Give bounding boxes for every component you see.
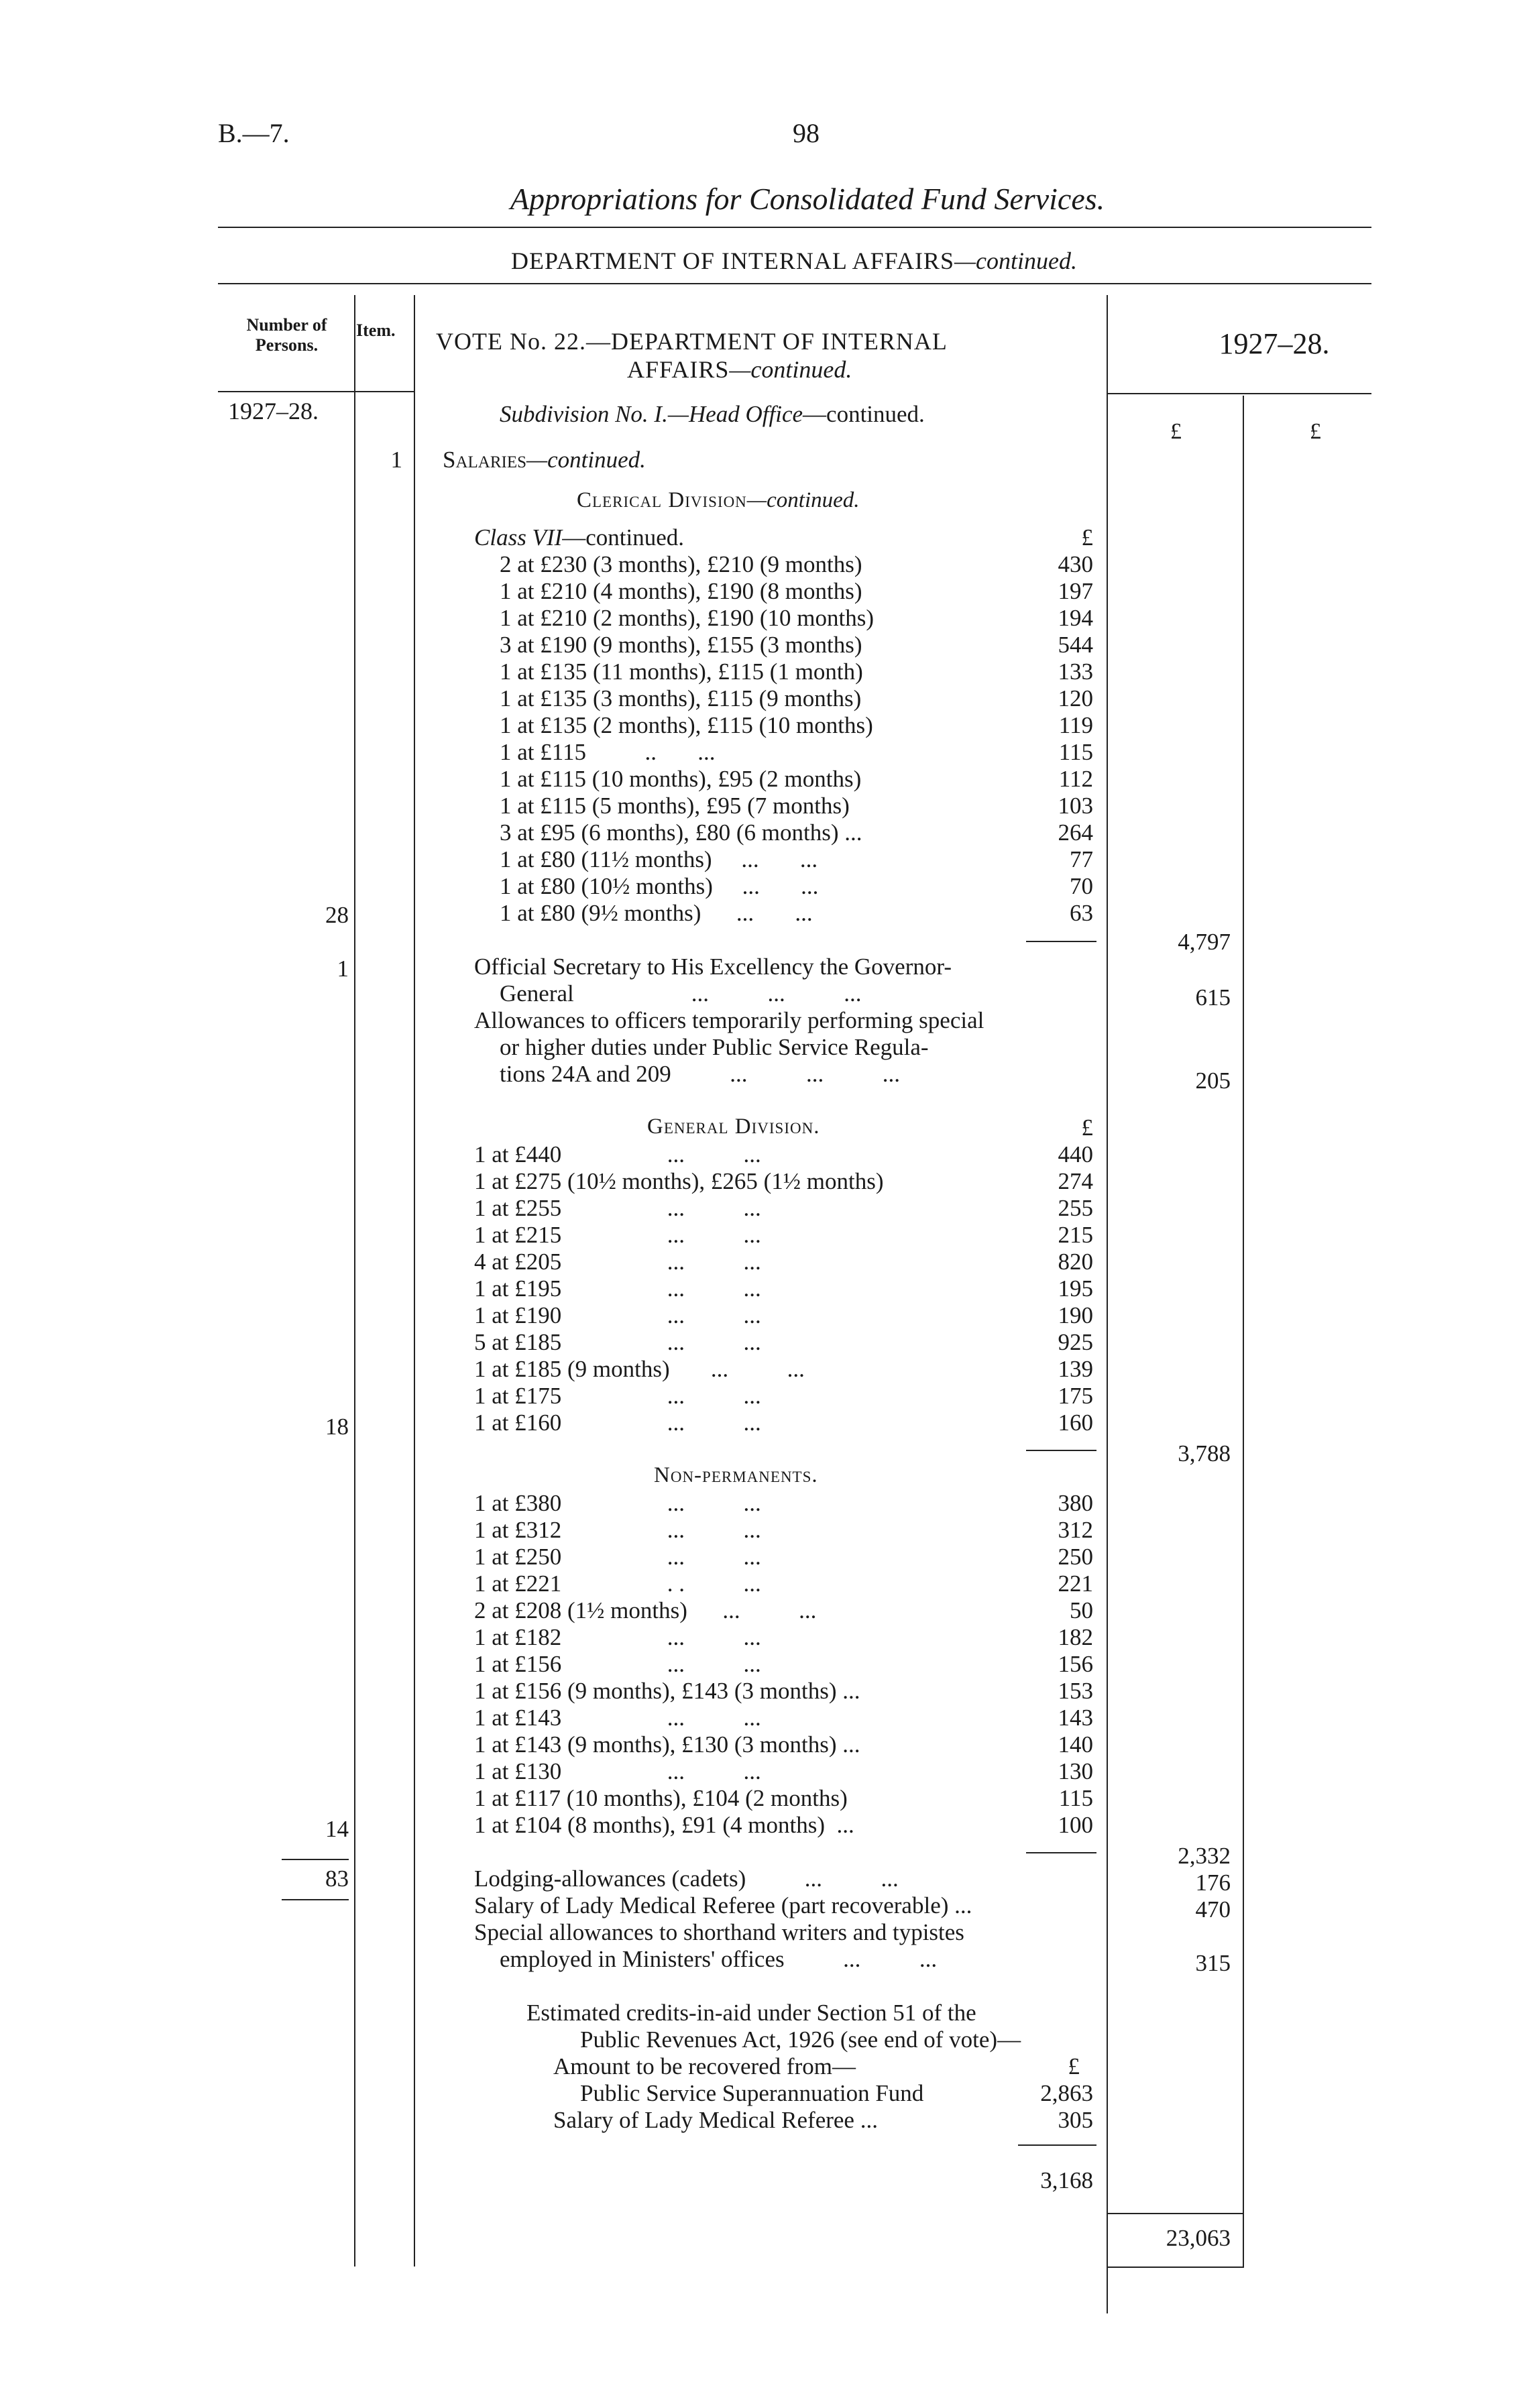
general-row-label: 1 at £255 ... ...: [474, 1195, 761, 1221]
general-row-amount: 175: [1058, 1383, 1093, 1409]
clerical-row-label: 3 at £95 (6 months), £80 (6 months) ...: [500, 819, 862, 846]
clerical-row-amount: 197: [1058, 578, 1093, 604]
clerical-row-amount: 115: [1058, 739, 1093, 765]
persons-total-rule-bottom: [282, 1899, 349, 1900]
item-header: Item.: [356, 321, 396, 340]
general-row-amount: 274: [1058, 1168, 1093, 1194]
header-rule-right: [1107, 393, 1371, 394]
allowances-label-cont2: tions 24A and 209 ... ... ...: [500, 1061, 900, 1087]
class-italic: Class VII: [474, 524, 563, 551]
clerical-row-amount: 120: [1058, 685, 1093, 711]
non-permanents-persons: 14: [325, 1816, 349, 1842]
general-persons: 18: [325, 1414, 349, 1440]
clerical-row-label: 1 at £210 (2 months), £190 (10 months): [500, 605, 875, 631]
non-permanent-row-amount: 380: [1058, 1490, 1093, 1516]
general-row-label: 1 at £190 ... ...: [474, 1302, 761, 1328]
department-heading: [0, 247, 1521, 275]
lady-medical-referee-label: Salary of Lady Medical Referee (part recoverable) ...: [474, 1892, 972, 1918]
grand-total-rule-bottom: [1107, 2267, 1244, 2268]
general-row-label: 4 at £205 ... ...: [474, 1249, 761, 1275]
general-row-label: 1 at £195 ... ...: [474, 1275, 761, 1302]
general-row-amount: 440: [1058, 1141, 1093, 1167]
clerical-persons: 28: [325, 902, 349, 928]
title-rule: [218, 227, 1371, 228]
non-permanents-heading: Non-permanents.: [654, 1463, 818, 1487]
non-permanent-row-label: 1 at £104 (8 months), £91 (4 months) ...: [474, 1812, 854, 1838]
non-permanent-row-label: 1 at £380 ... ...: [474, 1490, 761, 1516]
official-secretary-persons: 1: [337, 956, 349, 982]
allowances-amount: 205: [1195, 1068, 1231, 1094]
non-permanent-row-amount: 50: [1070, 1597, 1093, 1623]
general-row-amount: 925: [1058, 1329, 1093, 1355]
clerical-row-label: 1 at £135 (2 months), £115 (10 months): [500, 712, 873, 738]
general-division-heading: General Division.: [647, 1114, 820, 1139]
salaries-suffix: —continued.: [526, 447, 646, 473]
clerical-row-label: 1 at £135 (11 months), £115 (1 month): [500, 658, 863, 685]
clerical-row-amount: 133: [1058, 658, 1093, 685]
clerical-row-label: 3 at £190 (9 months), £155 (3 months): [500, 632, 862, 658]
clerical-row-amount: 63: [1070, 900, 1093, 926]
clerical-row-amount: 112: [1058, 766, 1093, 792]
non-permanent-row-amount: 115: [1058, 1785, 1093, 1811]
lady-medical-referee-amount: 470: [1195, 1896, 1231, 1923]
non-permanent-row-amount: 312: [1058, 1517, 1093, 1543]
general-row-amount: 255: [1058, 1195, 1093, 1221]
grand-total-rule-top: [1107, 2213, 1244, 2214]
non-permanent-row-label: 1 at £156 ... ...: [474, 1651, 761, 1677]
clerical-heading-main: Clerical Division: [577, 488, 747, 512]
credits-sum-rule: [1018, 2144, 1096, 2146]
lodging-allowances-label: Lodging-allowances (cadets) ... ...: [474, 1866, 899, 1892]
salaries-main: Salaries: [443, 447, 527, 473]
subdivision-rest: —continued.: [803, 401, 925, 427]
general-total: 3,788: [1178, 1440, 1231, 1467]
non-permanent-row-amount: 140: [1058, 1731, 1093, 1758]
vote-heading-suffix: —continued.: [729, 356, 852, 383]
clerical-row-amount: 194: [1058, 605, 1093, 631]
clerical-row-label: 1 at £135 (3 months), £115 (9 months): [500, 685, 862, 711]
general-row-label: 1 at £185 (9 months) ... ...: [474, 1356, 805, 1382]
general-row-label: 1 at £215 ... ...: [474, 1222, 761, 1248]
lady-medical-referee-credit-label: Salary of Lady Medical Referee ...: [553, 2107, 878, 2133]
non-permanent-row-amount: 153: [1058, 1678, 1093, 1704]
clerical-row-amount: 430: [1058, 551, 1093, 577]
non-permanent-row-label: 1 at £182 ... ...: [474, 1624, 761, 1650]
shorthand-allowances-amount: 315: [1195, 1950, 1231, 1976]
department-rule: [218, 283, 1371, 284]
document-reference: B.—7.: [218, 118, 290, 148]
clerical-currency: £: [1081, 524, 1093, 551]
clerical-row-label: 1 at £115 (5 months), £95 (7 months): [500, 793, 850, 819]
general-row-amount: 820: [1058, 1249, 1093, 1275]
clerical-row-label: 1 at £115 (10 months), £95 (2 months): [500, 766, 862, 792]
page-title: Appropriations for Consolidated Fund Services.: [510, 182, 1105, 216]
credits-amount-recovered-label: Amount to be recovered from—: [553, 2053, 856, 2079]
general-row-label: 1 at £160 ... ...: [474, 1410, 761, 1436]
clerical-total: 4,797: [1178, 929, 1231, 955]
subdivision-heading: [500, 401, 925, 428]
non-permanents-total: 2,332: [1178, 1843, 1231, 1869]
credits-total: 3,168: [1040, 2167, 1093, 2193]
clerical-row-amount: 264: [1058, 819, 1093, 846]
col-rule-persons: [354, 295, 355, 2267]
currency-symbol-col2: £: [1310, 419, 1321, 444]
year-left-header: 1927–28.: [228, 398, 319, 424]
credits-in-aid-label-cont: Public Revenues Act, 1926 (see end of vote)—: [580, 2026, 1021, 2053]
class-rest: —continued.: [562, 524, 685, 551]
non-permanent-row-amount: 182: [1058, 1624, 1093, 1650]
clerical-row-label: 1 at £80 (9½ months) ... ...: [500, 900, 813, 926]
clerical-row-label: 1 at £210 (4 months), £190 (8 months): [500, 578, 862, 604]
year-header: 1927–28.: [1219, 327, 1330, 360]
general-row-label: 1 at £275 (10½ months), £265 (1½ months): [474, 1168, 884, 1194]
clerical-row-amount: 70: [1070, 873, 1093, 899]
general-row-label: 1 at £175 ... ...: [474, 1383, 761, 1409]
col-rule-totals: [1107, 295, 1108, 2313]
clerical-row-label: 1 at £80 (10½ months) ... ...: [500, 873, 819, 899]
non-permanent-row-label: 1 at £250 ... ...: [474, 1544, 761, 1570]
clerical-sum-rule: [1026, 941, 1096, 942]
non-permanent-row-label: 1 at £312 ... ...: [474, 1517, 761, 1543]
col-rule-right: [1243, 396, 1244, 2267]
non-permanent-row-label: 2 at £208 (1½ months) ... ...: [474, 1597, 817, 1623]
lady-medical-referee-credit-amount: 305: [1058, 2107, 1093, 2133]
page-number: 98: [793, 118, 820, 148]
subdivision-italic: Subdivision No. I.—Head Office: [500, 401, 803, 427]
credits-in-aid-label: Estimated credits-in-aid under Section 51 of the: [526, 2000, 976, 2026]
superannuation-fund-amount: 2,863: [1040, 2080, 1093, 2106]
clerical-row-amount: 544: [1058, 632, 1093, 658]
non-permanent-row-amount: 250: [1058, 1544, 1093, 1570]
non-permanents-sum-rule: [1026, 1852, 1096, 1853]
department-main: DEPARTMENT OF INTERNAL AFFAIRS: [511, 247, 954, 274]
non-permanent-row-label: 1 at £143 ... ...: [474, 1705, 761, 1731]
col-rule-item: [414, 295, 415, 2267]
non-permanent-row-amount: 221: [1058, 1570, 1093, 1597]
general-row-label: 5 at £185 ... ...: [474, 1329, 761, 1355]
vote-heading-continued: [627, 355, 852, 384]
non-permanent-row-label: 1 at £221 . . ...: [474, 1570, 761, 1597]
clerical-row-amount: 103: [1058, 793, 1093, 819]
department-suffix: —continued.: [954, 247, 1077, 274]
official-secretary-label: Official Secretary to His Excellency the Governor-: [474, 954, 952, 980]
non-permanent-row-label: 1 at £117 (10 months), £104 (2 months): [474, 1785, 848, 1811]
allowances-label: Allowances to officers temporarily performing special: [474, 1007, 984, 1033]
currency-symbol-col1: £: [1170, 419, 1182, 444]
clerical-row-label: 1 at £115 .. ...: [500, 739, 716, 765]
lodging-allowances-amount: 176: [1195, 1870, 1231, 1896]
shorthand-allowances-label: Special allowances to shorthand writers and typistes: [474, 1919, 964, 1945]
item-number: 1: [390, 447, 402, 473]
official-secretary-amount: 615: [1195, 984, 1231, 1011]
general-row-amount: 160: [1058, 1410, 1093, 1436]
vote-heading: VOTE No. 22.—DEPARTMENT OF INTERNAL: [436, 328, 948, 355]
non-permanent-row-amount: 156: [1058, 1651, 1093, 1677]
general-row-amount: 139: [1058, 1356, 1093, 1382]
superannuation-fund-label: Public Service Superannuation Fund: [580, 2080, 924, 2106]
shorthand-allowances-label-cont: employed in Ministers' offices ... ...: [500, 1946, 938, 1972]
clerical-heading-suffix: —continued.: [746, 488, 860, 512]
general-sum-rule: [1026, 1450, 1096, 1451]
vote-heading-main: AFFAIRS: [627, 356, 730, 383]
credits-currency: £: [1068, 2053, 1080, 2079]
non-permanent-row-label: 1 at £130 ... ...: [474, 1758, 761, 1784]
clerical-row-amount: 77: [1070, 846, 1093, 872]
header-rule-left: [218, 391, 414, 392]
non-permanent-row-label: 1 at £143 (9 months), £130 (3 months) ...: [474, 1731, 860, 1758]
clerical-row-label: 2 at £230 (3 months), £210 (9 months): [500, 551, 862, 577]
clerical-row-label: 1 at £80 (11½ months) ... ...: [500, 846, 818, 872]
persons-total: 83: [325, 1866, 349, 1892]
non-permanent-row-amount: 143: [1058, 1705, 1093, 1731]
official-secretary-label-cont: General ... ... ...: [500, 980, 862, 1007]
general-row-amount: 190: [1058, 1302, 1093, 1328]
general-currency: £: [1081, 1114, 1093, 1141]
non-permanent-row-label: 1 at £156 (9 months), £143 (3 months) ...: [474, 1678, 860, 1704]
class-heading: [474, 524, 684, 551]
number-of-persons-header: Number of Persons.: [246, 315, 327, 355]
general-row-amount: 195: [1058, 1275, 1093, 1302]
grand-total: 23,063: [1166, 2225, 1231, 2251]
general-row-amount: 215: [1058, 1222, 1093, 1248]
salaries-heading: [443, 447, 646, 473]
persons-total-rule-top: [282, 1859, 349, 1860]
clerical-division-heading: [577, 488, 860, 513]
general-row-label: 1 at £440 ... ...: [474, 1141, 761, 1167]
allowances-label-cont: or higher duties under Public Service Regula-: [500, 1034, 929, 1060]
non-permanent-row-amount: 100: [1058, 1812, 1093, 1838]
non-permanent-row-amount: 130: [1058, 1758, 1093, 1784]
clerical-row-amount: 119: [1058, 712, 1093, 738]
